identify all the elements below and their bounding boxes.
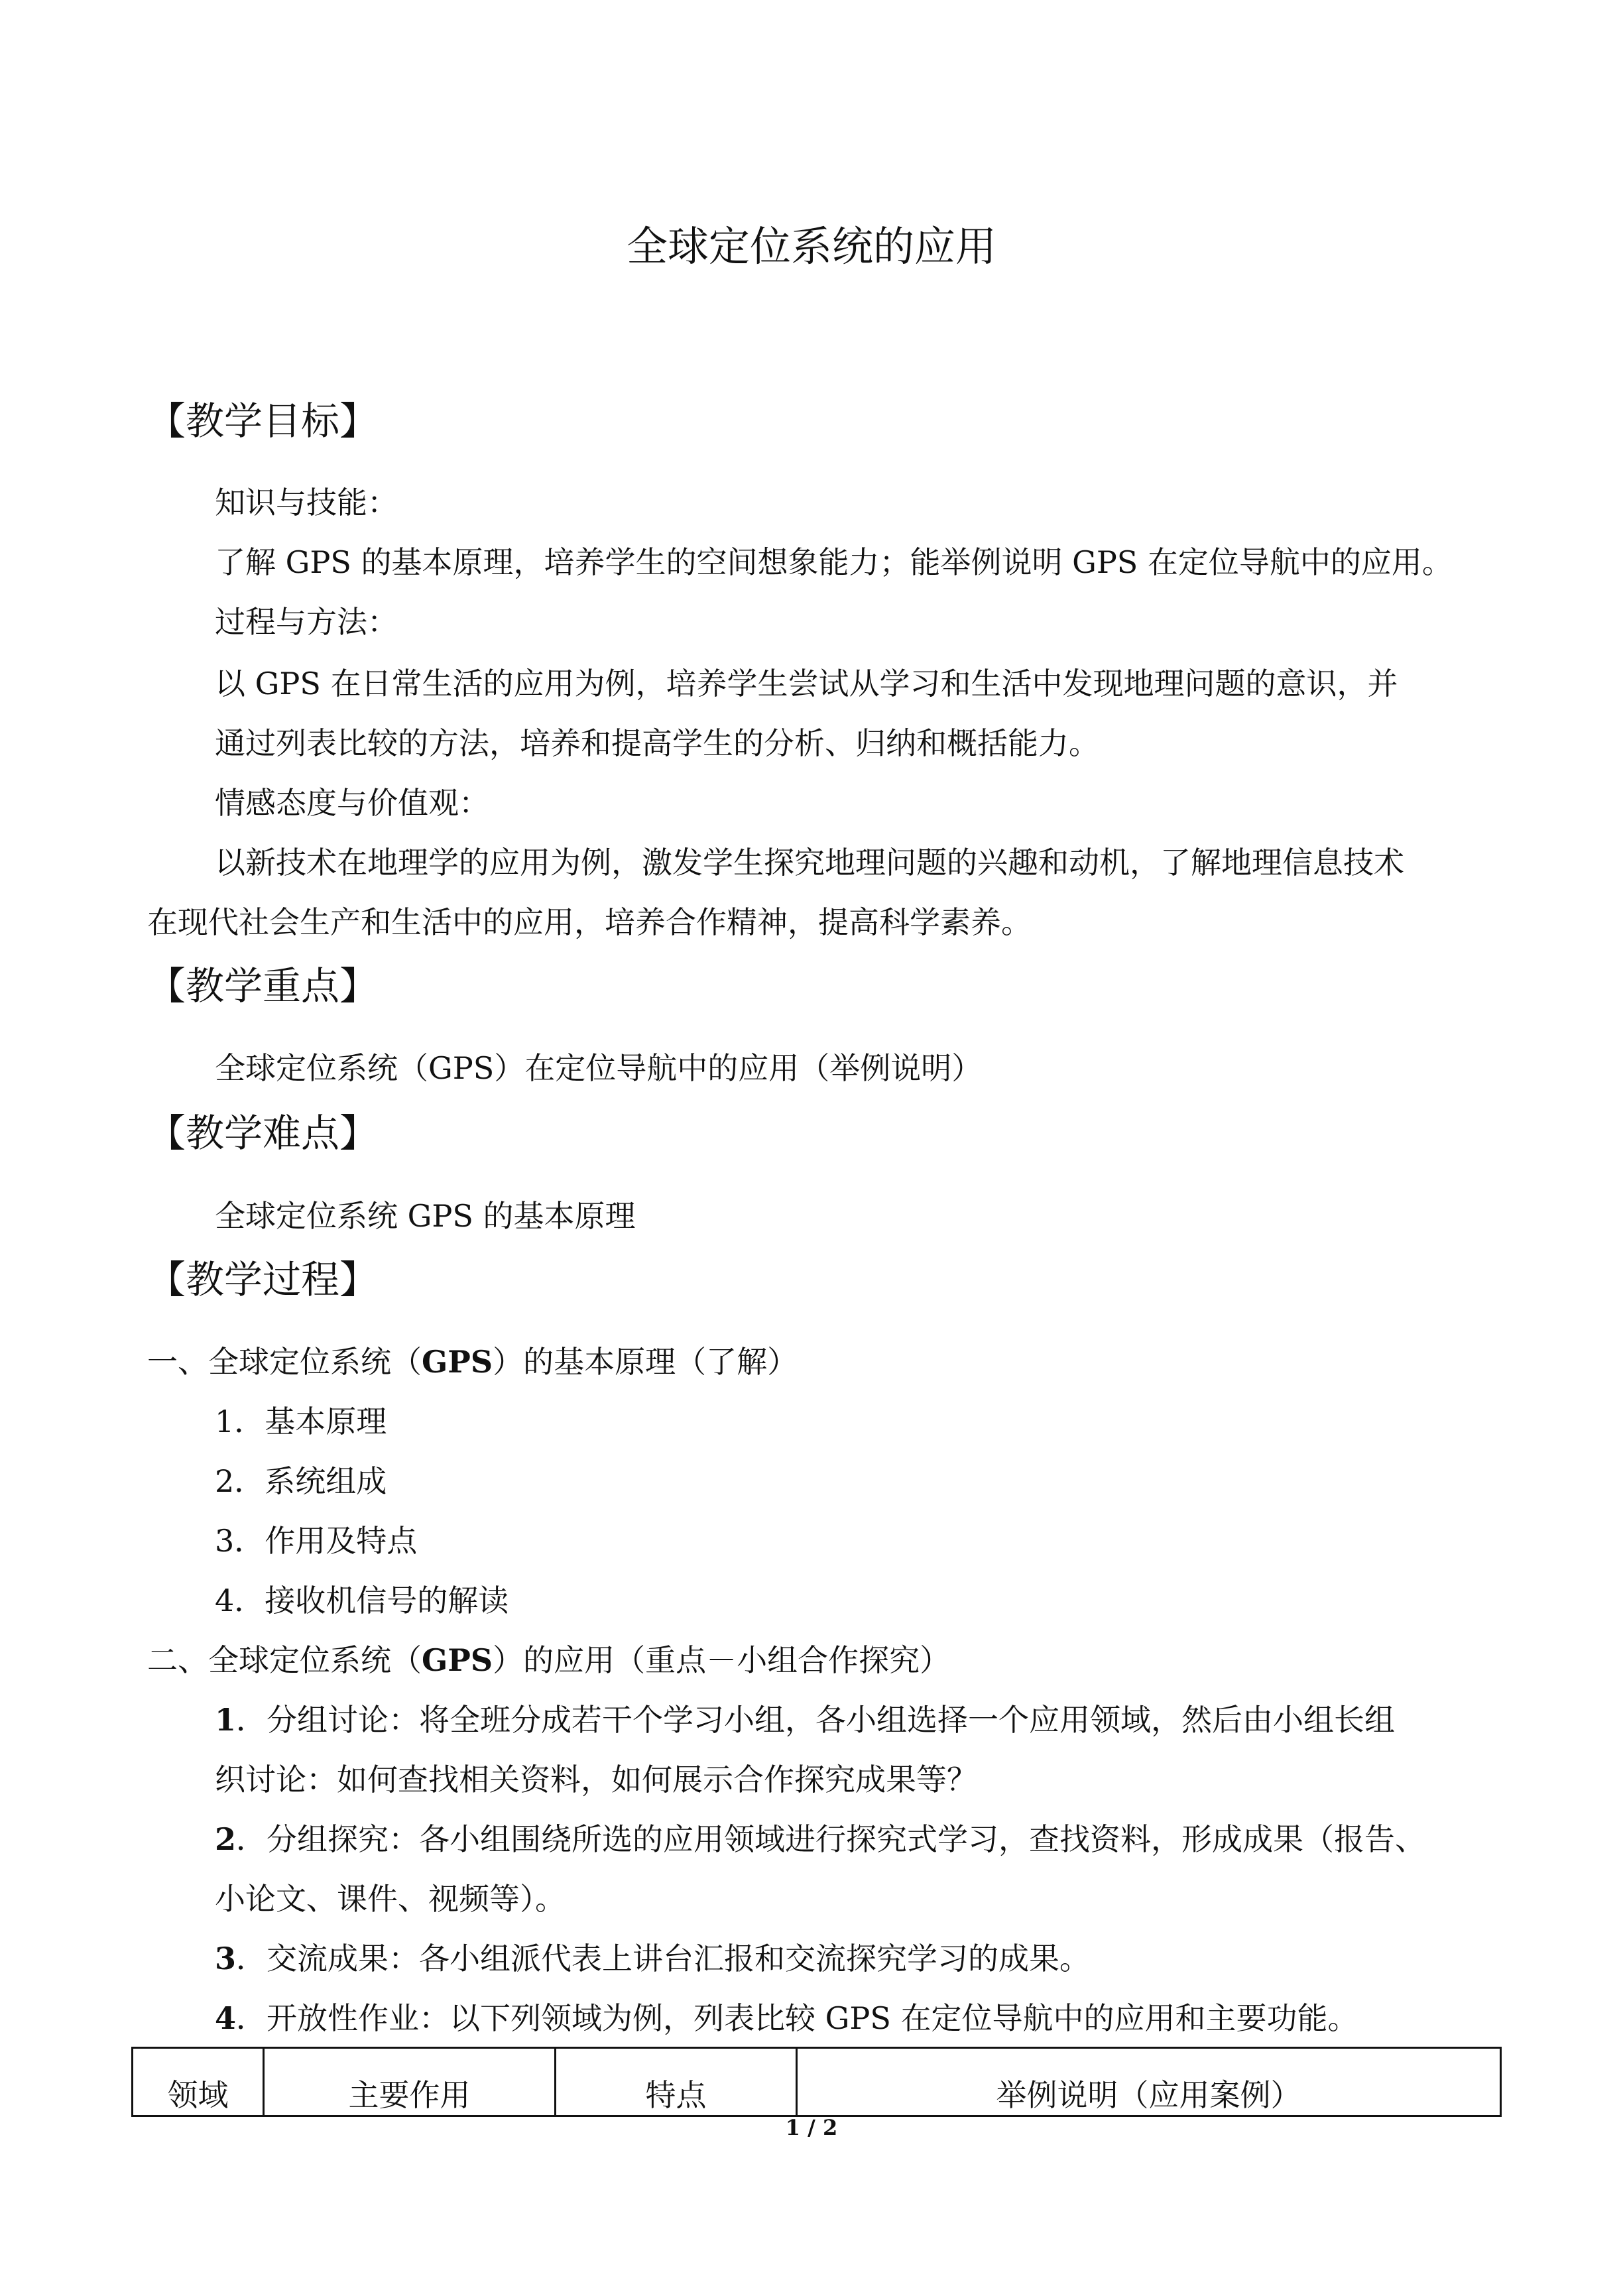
- table-header-cell: 举例说明（应用案例）: [797, 2048, 1501, 2116]
- knowledge-heading: 知识与技能：: [215, 485, 398, 520]
- attitude-text-line1: 以新技术在地理学的应用为例，激发学生探究地理问题的兴趣和动机，了解地理信息技术: [215, 845, 1404, 880]
- process-text-line2: 通过列表比较的方法，培养和提高学生的分析、归纳和概括能力。: [215, 725, 1099, 761]
- part2-item3: [215, 1935, 1090, 1978]
- part1-heading: [147, 1338, 798, 1382]
- page-number: 1 / 2: [785, 2115, 838, 2140]
- table-header-cell: 主要作用: [264, 2048, 556, 2116]
- part2-item2-text: ．分组探究：各小组围绕所选的应用领域进行探究式学习，查找资料，形成成果（报告、: [236, 1821, 1426, 1857]
- part2-item1-text: ．分组讨论：将全班分成若干个学习小组，各小组选择一个应用领域，然后由小组长组: [236, 1702, 1396, 1738]
- part2-heading: [147, 1636, 950, 1680]
- document-title: 全球定位系统的应用: [626, 222, 996, 271]
- table-header-cell: 领域: [133, 2048, 264, 2116]
- part2-item3-text: ．交流成果：各小组派代表上讲台汇报和交流探究学习的成果。: [236, 1941, 1091, 1976]
- part2-item1-line1: [215, 1696, 1395, 1740]
- section-heading-key-points: 【教学重点】: [147, 963, 379, 1008]
- part2-gps: GPS: [422, 1642, 493, 1678]
- part1-item: 3．作用及特点: [215, 1523, 418, 1559]
- attitude-heading: 情感态度与价值观：: [215, 785, 489, 821]
- process-text-line1: 以 GPS 在日常生活的应用为例，培养学生尝试从学习和生活中发现地理问题的意识，并: [215, 666, 1398, 701]
- table-header-row: [133, 2048, 1501, 2116]
- part1-prefix: 一、全球定位系统（: [147, 1344, 422, 1380]
- part2-item3-number: 3: [215, 1941, 237, 1976]
- table-header-cell: 特点: [556, 2048, 797, 2116]
- section-heading-objectives: 【教学目标】: [147, 398, 379, 444]
- part2-item2-number: 2: [215, 1821, 237, 1857]
- part2-item4-number: 4: [215, 2000, 237, 2036]
- process-heading: 过程与方法：: [215, 604, 398, 640]
- attitude-text-line2: 在现代社会生产和生活中的应用，培养合作精神，提高科学素养。: [147, 904, 1032, 940]
- part2-item2-line1: [215, 1815, 1425, 1859]
- part1-item: 4．接收机信号的解读: [215, 1583, 509, 1618]
- comparison-table: [131, 2047, 1502, 2117]
- part1-gps: GPS: [422, 1344, 493, 1380]
- part2-item4-text: ．开放性作业：以下列领域为例，列表比较 GPS 在定位导航中的应用和主要功能。: [236, 2000, 1358, 2036]
- section-heading-process: 【教学过程】: [147, 1257, 379, 1302]
- knowledge-text: 了解 GPS 的基本原理，培养学生的空间想象能力；能举例说明 GPS 在定位导航中的应用。: [215, 544, 1453, 580]
- part2-prefix: 二、全球定位系统（: [147, 1642, 422, 1678]
- section-heading-difficulties: 【教学难点】: [147, 1111, 379, 1156]
- part1-item: 2．系统组成: [215, 1463, 387, 1499]
- key-points-text: 全球定位系统（GPS）在定位导航中的应用（举例说明）: [215, 1050, 983, 1086]
- part2-item2-line2: 小论文、课件、视频等）。: [215, 1881, 566, 1917]
- part1-item: 1．基本原理: [215, 1404, 387, 1439]
- part2-item4: [215, 1994, 1358, 2038]
- part2-suffix: ）的应用（重点－小组合作探究）: [493, 1642, 951, 1678]
- part2-item1-number: 1: [215, 1702, 237, 1738]
- part2-item1-line2: 织讨论：如何查找相关资料，如何展示合作探究成果等？: [215, 1762, 977, 1797]
- part1-suffix: ）的基本原理（了解）: [493, 1344, 798, 1380]
- difficulties-text: 全球定位系统 GPS 的基本原理: [215, 1198, 636, 1234]
